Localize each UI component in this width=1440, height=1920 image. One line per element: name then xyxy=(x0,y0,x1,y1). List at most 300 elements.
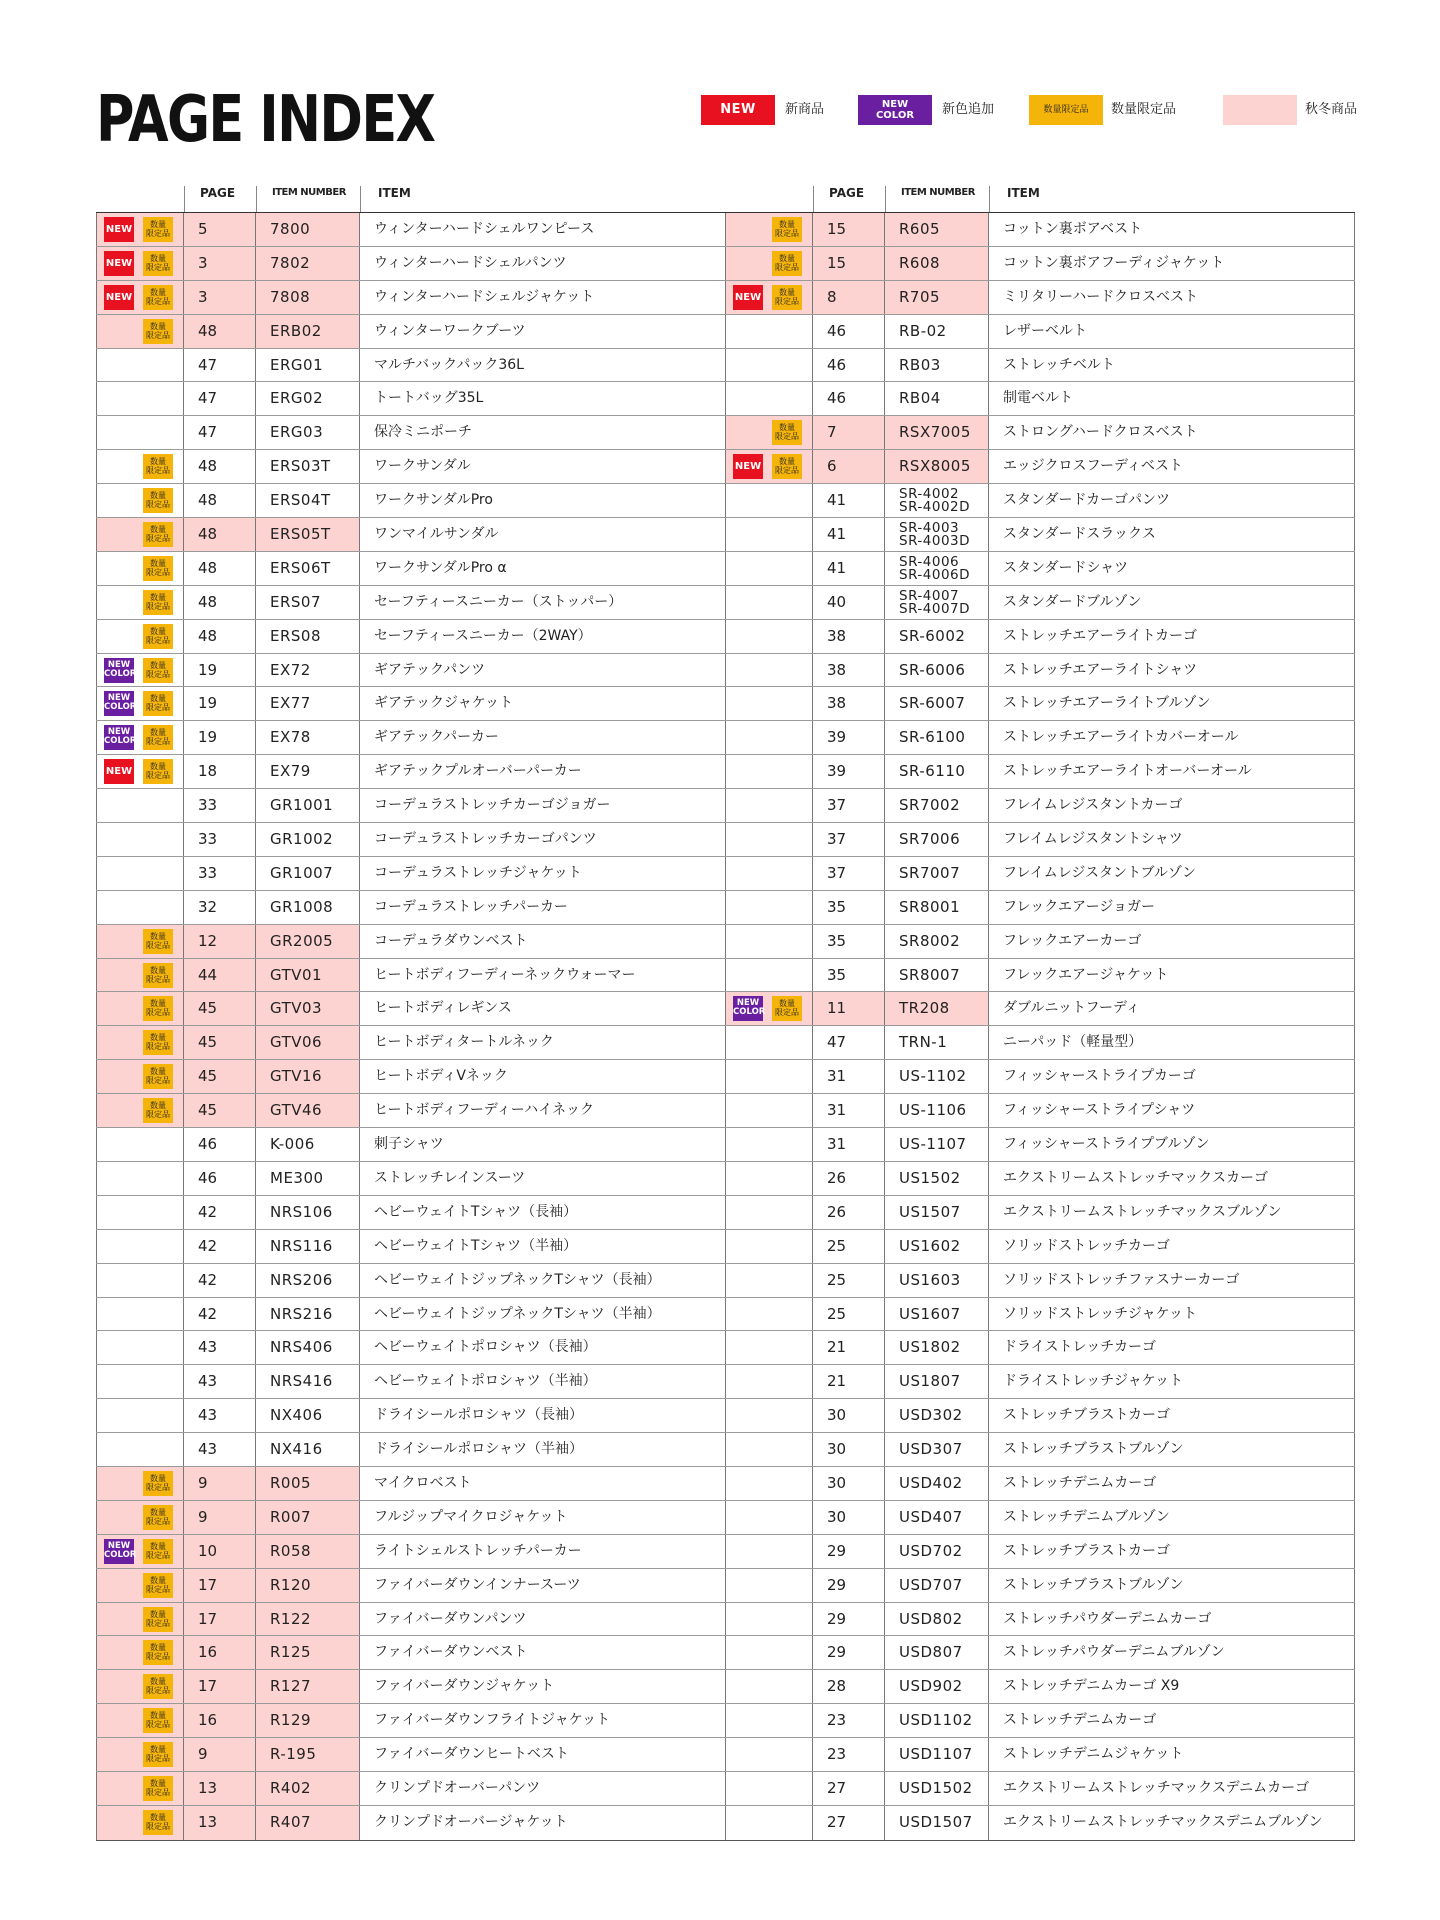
badge-cell xyxy=(725,1738,813,1771)
item-number-text: R-195 xyxy=(270,1745,317,1764)
page-number: 30 xyxy=(813,1433,885,1466)
table-row xyxy=(96,1636,726,1670)
item-name: ソリッドストレッチジャケット xyxy=(989,1298,1355,1331)
item-number-text: GR1007 xyxy=(270,863,334,882)
table-row xyxy=(96,1094,726,1128)
limited-badge xyxy=(143,1708,173,1733)
item-number-text: US-1102 xyxy=(899,1067,967,1086)
item-name: フルジップマイクロジャケット xyxy=(360,1501,726,1534)
new-color-badge-line: COLOR xyxy=(104,702,137,713)
item-number-text: R125 xyxy=(270,1643,312,1662)
table-row xyxy=(725,721,1355,755)
item-number-text: ERS08 xyxy=(270,626,322,645)
item-name: ファイバーダウンベスト xyxy=(360,1636,726,1669)
table-row xyxy=(725,992,1355,1026)
page-title: PAGE INDEX xyxy=(96,83,435,157)
item-number xyxy=(885,484,989,517)
table-row xyxy=(725,687,1355,721)
badge-cell xyxy=(96,1128,184,1161)
item-number xyxy=(885,349,989,382)
table-row xyxy=(96,1060,726,1094)
item-number-text: SR-4003 xyxy=(899,520,960,537)
badge-cell xyxy=(96,450,184,483)
item-number-text: 7800 xyxy=(270,220,311,238)
page-number: 48 xyxy=(184,552,256,585)
limited-badge-line: 限定品 xyxy=(775,296,799,306)
limited-badge-line: 数量 xyxy=(150,1677,166,1687)
page-number: 42 xyxy=(184,1196,256,1229)
page-number: 46 xyxy=(184,1128,256,1161)
item-number-text: R005 xyxy=(270,1473,312,1492)
table-body xyxy=(725,213,1355,1841)
page-number: 9 xyxy=(184,1501,256,1534)
badge-cell xyxy=(96,315,184,348)
header-divider xyxy=(360,186,361,212)
item-name: マルチバックパック36L xyxy=(360,349,726,382)
item-number xyxy=(885,959,989,992)
badge-cell xyxy=(725,315,813,348)
item-number-text: SR-4003D xyxy=(899,533,971,550)
limited-badge xyxy=(143,1098,173,1123)
item-name: ウィンターハードシェルワンピース xyxy=(360,213,726,246)
page-number: 7 xyxy=(813,416,885,449)
page-number: 16 xyxy=(184,1636,256,1669)
item-name: 刺子シャツ xyxy=(360,1128,726,1161)
item-number xyxy=(256,552,360,585)
item-name: ヒートボディフーディーハイネック xyxy=(360,1094,726,1127)
header-divider xyxy=(989,186,990,212)
item-number xyxy=(885,315,989,348)
item-number-text: ERB02 xyxy=(270,321,322,340)
page-number: 25 xyxy=(813,1298,885,1331)
table-row xyxy=(725,654,1355,688)
item-number-text: SR-4002D xyxy=(899,499,971,516)
item-number-text: GR1002 xyxy=(270,830,334,849)
badge-cell xyxy=(725,1060,813,1093)
item-name: ニーパッド（軽量型） xyxy=(989,1026,1355,1059)
new-badge: NEW xyxy=(104,759,134,784)
item-name: ストレッチエアーライトカバーオール xyxy=(989,721,1355,754)
item-number xyxy=(885,1331,989,1364)
item-name: コーデュラダウンベスト xyxy=(360,925,726,958)
item-number-text: US1603 xyxy=(899,1270,961,1289)
limited-badge-line: 数量 xyxy=(150,1609,166,1619)
badge-cell xyxy=(725,891,813,924)
limited-badge-line: 数量 xyxy=(150,287,166,297)
legend-season-label: 秋冬商品 xyxy=(1305,102,1358,117)
limited-badge-line: 数量 xyxy=(150,660,166,670)
item-name: ストレッチブラストブルゾン xyxy=(989,1569,1355,1602)
item-number-text: GR2005 xyxy=(270,931,334,950)
table-row xyxy=(725,213,1355,247)
item-number-text: R007 xyxy=(270,1507,312,1526)
badge-cell xyxy=(96,1772,184,1805)
page-number: 31 xyxy=(813,1128,885,1161)
item-name: ギアテックジャケット xyxy=(360,687,726,720)
page-number: 48 xyxy=(184,484,256,517)
table-row xyxy=(96,620,726,654)
item-number-text: SR-4006 xyxy=(899,553,960,570)
table-row xyxy=(96,1365,726,1399)
table-row xyxy=(725,620,1355,654)
item-number-text: USD1502 xyxy=(899,1778,973,1797)
item-name: ファイバーダウンフライトジャケット xyxy=(360,1704,726,1737)
legend-new-label: 新商品 xyxy=(785,102,825,117)
item-number xyxy=(256,1433,360,1466)
table-row xyxy=(725,823,1355,857)
badge-cell xyxy=(725,1670,813,1703)
item-name: ミリタリーハードクロスベスト xyxy=(989,281,1355,314)
legend xyxy=(0,95,1440,135)
limited-badge-line: 数量 xyxy=(779,220,795,229)
item-number xyxy=(885,1264,989,1297)
table-row xyxy=(725,315,1355,349)
item-number xyxy=(256,450,360,483)
item-number xyxy=(256,1128,360,1161)
badge-cell xyxy=(96,789,184,822)
index-table-left xyxy=(96,182,726,1841)
limited-badge-line: 限定品 xyxy=(775,262,799,272)
limited-badge xyxy=(143,488,173,513)
column-header-item-number: ITEM NUMBER xyxy=(901,187,975,198)
page-number: 13 xyxy=(184,1772,256,1805)
limited-badge xyxy=(143,217,173,242)
badge-cell xyxy=(725,992,813,1025)
table-row xyxy=(725,247,1355,281)
page-number: 46 xyxy=(813,349,885,382)
table-row xyxy=(96,992,726,1026)
item-number-text: K-006 xyxy=(270,1135,315,1154)
page-number: 43 xyxy=(184,1433,256,1466)
page-number: 29 xyxy=(813,1603,885,1636)
badge-cell xyxy=(96,1365,184,1398)
item-number-text: R127 xyxy=(270,1677,312,1696)
item-number xyxy=(885,1738,989,1771)
item-number xyxy=(256,518,360,551)
badge-cell xyxy=(96,959,184,992)
item-name: ダブルニットフーディ xyxy=(989,992,1355,1025)
item-name: フィッシャーストライプカーゴ xyxy=(989,1060,1355,1093)
page-number: 44 xyxy=(184,959,256,992)
table-row xyxy=(96,1162,726,1196)
page-number: 39 xyxy=(813,721,885,754)
limited-badge-line: 限定品 xyxy=(146,567,170,577)
limited-badge xyxy=(143,1539,173,1564)
item-number xyxy=(885,416,989,449)
page-number: 48 xyxy=(184,586,256,619)
table-row xyxy=(725,1636,1355,1670)
badge-cell xyxy=(96,518,184,551)
badge-cell xyxy=(96,1331,184,1364)
limited-badge-line: 数量 xyxy=(150,220,166,229)
limited-badge-line: 限定品 xyxy=(146,1686,170,1696)
badge-cell xyxy=(725,1569,813,1602)
item-number-text: ERG01 xyxy=(270,355,324,374)
table-row xyxy=(725,891,1355,925)
page-number: 42 xyxy=(184,1230,256,1263)
badge-cell xyxy=(725,484,813,517)
item-number-text: 7802 xyxy=(270,253,311,272)
limited-badge xyxy=(143,1064,173,1089)
limited-badge-line: 限定品 xyxy=(146,771,170,781)
item-name: ワークサンダルPro xyxy=(360,484,726,517)
limited-badge xyxy=(143,522,173,547)
item-name: ドライストレッチジャケット xyxy=(989,1365,1355,1398)
badge-cell xyxy=(96,721,184,754)
limited-badge-line: 数量 xyxy=(150,592,166,602)
item-number xyxy=(256,213,360,246)
item-number-text: RB-02 xyxy=(899,321,947,340)
table-row xyxy=(725,1264,1355,1298)
item-number-text: RB04 xyxy=(899,389,941,408)
page-number: 42 xyxy=(184,1264,256,1297)
limited-badge xyxy=(143,1640,173,1665)
item-number-text: USD802 xyxy=(899,1609,963,1628)
header-divider xyxy=(813,186,814,212)
index-table-right xyxy=(725,182,1355,1841)
table-row xyxy=(96,586,726,620)
limited-badge-line: 数量 xyxy=(150,1033,166,1043)
item-name: ストロングハードクロスベスト xyxy=(989,416,1355,449)
item-name: ヒートボディタートルネック xyxy=(360,1026,726,1059)
item-name: ストレッチデニムカーゴ X9 xyxy=(989,1670,1355,1703)
item-number xyxy=(256,281,360,314)
table-row xyxy=(725,1094,1355,1128)
limited-badge-line: 限定品 xyxy=(146,229,170,238)
new-color-badge-line: COLOR xyxy=(104,668,137,679)
item-number-text: NRS416 xyxy=(270,1372,333,1391)
item-name: トートバッグ35L xyxy=(360,382,726,415)
limited-badge xyxy=(143,1573,173,1598)
item-number xyxy=(256,789,360,822)
table-row xyxy=(96,959,726,993)
page-number: 35 xyxy=(813,891,885,924)
new-color-badge-line: NEW xyxy=(107,1540,131,1551)
item-name: コーデュラストレッチジャケット xyxy=(360,857,726,890)
item-name: ストレッチレインスーツ xyxy=(360,1162,726,1195)
table-row xyxy=(725,1298,1355,1332)
item-name: ウィンターハードシェルパンツ xyxy=(360,247,726,280)
item-number-text: SR-4002 xyxy=(899,486,960,503)
table-row xyxy=(725,281,1355,315)
limited-badge-line: 限定品 xyxy=(146,1754,170,1764)
item-number xyxy=(885,789,989,822)
item-number xyxy=(256,1162,360,1195)
limited-badge xyxy=(143,556,173,581)
badge-cell xyxy=(96,1162,184,1195)
badge-cell xyxy=(96,1060,184,1093)
table-row xyxy=(96,1569,726,1603)
table-row xyxy=(96,552,726,586)
table-row xyxy=(96,281,726,315)
limited-badge-line: 数量 xyxy=(150,1745,166,1755)
badge-cell xyxy=(725,959,813,992)
table-row xyxy=(725,1603,1355,1637)
item-number xyxy=(885,518,989,551)
limited-badge-line: 限定品 xyxy=(146,601,170,611)
item-number-text: R122 xyxy=(270,1609,312,1628)
page-number: 47 xyxy=(184,349,256,382)
badge-cell xyxy=(96,687,184,720)
page-number: 18 xyxy=(184,755,256,788)
limited-badge-line: 限定品 xyxy=(775,466,799,476)
page-number: 43 xyxy=(184,1365,256,1398)
item-number xyxy=(885,1230,989,1263)
badge-cell xyxy=(725,721,813,754)
page-number: 15 xyxy=(813,213,885,246)
table-row xyxy=(96,1433,726,1467)
badge-cell xyxy=(96,1196,184,1229)
limited-badge-line: 限定品 xyxy=(146,1482,170,1492)
legend-color-text-1: NEW xyxy=(881,99,909,110)
limited-badge xyxy=(772,251,802,276)
table-row xyxy=(96,1772,726,1806)
table-row xyxy=(725,1365,1355,1399)
badge-cell xyxy=(725,349,813,382)
item-name: ワークサンダルPro α xyxy=(360,552,726,585)
item-number xyxy=(885,755,989,788)
item-name: スタンダードシャツ xyxy=(989,552,1355,585)
badge-cell xyxy=(725,1433,813,1466)
item-name: コーデュラストレッチカーゴパンツ xyxy=(360,823,726,856)
badge-cell xyxy=(725,1535,813,1568)
page-number: 19 xyxy=(184,687,256,720)
item-name: ストレッチデニムジャケット xyxy=(989,1738,1355,1771)
item-number-text: RB03 xyxy=(899,355,941,374)
limited-badge xyxy=(143,996,173,1021)
limited-badge-line: 数量 xyxy=(150,762,166,772)
table-row xyxy=(725,1569,1355,1603)
limited-badge-line: 限定品 xyxy=(146,1618,170,1628)
item-number-text: GR1001 xyxy=(270,796,334,815)
limited-badge-line: 数量 xyxy=(150,965,166,975)
badge-cell xyxy=(96,1399,184,1432)
table-row xyxy=(725,1196,1355,1230)
item-number-text: ERS06T xyxy=(270,558,331,577)
item-name: ファイバーダウンジャケット xyxy=(360,1670,726,1703)
table-row xyxy=(96,1230,726,1264)
table-row xyxy=(96,213,726,247)
new-color-badge xyxy=(733,996,766,1021)
new-color-badge-line: COLOR xyxy=(733,1007,766,1018)
item-number xyxy=(256,687,360,720)
item-name: フレイムレジスタントシャツ xyxy=(989,823,1355,856)
table-row xyxy=(725,925,1355,959)
column-header-page: PAGE xyxy=(200,186,236,200)
item-number-text: R129 xyxy=(270,1711,312,1730)
limited-badge-line: 限定品 xyxy=(146,1042,170,1052)
item-number-text: USD1107 xyxy=(899,1745,973,1764)
item-name: セーフティースニーカー（ストッパー） xyxy=(360,586,726,619)
badge-cell xyxy=(725,416,813,449)
legend-limited-swatch: 数量限定品 xyxy=(1029,95,1103,125)
page-number: 32 xyxy=(184,891,256,924)
item-number xyxy=(256,1026,360,1059)
table-row xyxy=(96,1501,726,1535)
limited-badge-line: 限定品 xyxy=(775,1008,799,1018)
table-row xyxy=(96,1264,726,1298)
limited-badge-line: 限定品 xyxy=(146,669,170,679)
item-number-text: ERS04T xyxy=(270,491,331,510)
badge-cell xyxy=(725,1467,813,1500)
page-number: 12 xyxy=(184,925,256,958)
badge-cell xyxy=(96,620,184,653)
page-number: 3 xyxy=(184,247,256,280)
item-number xyxy=(256,1298,360,1331)
limited-badge-line: 限定品 xyxy=(146,974,170,984)
legend-limited-label: 数量限定品 xyxy=(1111,102,1177,117)
limited-badge-line: 限定品 xyxy=(146,1652,170,1662)
table-row xyxy=(96,755,726,789)
table-row xyxy=(725,484,1355,518)
page-number: 17 xyxy=(184,1569,256,1602)
item-number-text: ERS03T xyxy=(270,457,331,476)
badge-cell xyxy=(96,823,184,856)
table-row xyxy=(96,687,726,721)
item-number xyxy=(885,721,989,754)
limited-badge-line: 限定品 xyxy=(146,1584,170,1594)
limited-badge-line: 限定品 xyxy=(146,466,170,476)
limited-badge-line: 数量 xyxy=(150,321,166,331)
item-number xyxy=(885,687,989,720)
column-header-page: PAGE xyxy=(829,186,865,200)
limited-badge-line: 限定品 xyxy=(146,500,170,510)
item-number-text: NRS216 xyxy=(270,1304,333,1323)
item-number-text: GTV01 xyxy=(270,965,323,984)
item-number xyxy=(885,1196,989,1229)
legend-new-swatch: NEW xyxy=(701,95,775,125)
item-name: ソリッドストレッチファスナーカーゴ xyxy=(989,1264,1355,1297)
limited-badge-line: 数量 xyxy=(150,457,166,467)
page-number: 13 xyxy=(184,1806,256,1840)
limited-badge-line: 数量 xyxy=(150,558,166,568)
item-number-text: USD702 xyxy=(899,1541,963,1560)
limited-badge-line: 数量 xyxy=(150,1067,166,1077)
limited-badge xyxy=(772,285,802,310)
page-number: 35 xyxy=(813,959,885,992)
item-name: 保冷ミニポーチ xyxy=(360,416,726,449)
item-number-text: SR7007 xyxy=(899,863,961,882)
badge-cell xyxy=(725,213,813,246)
table-row xyxy=(96,1704,726,1738)
item-number-text: SR-6100 xyxy=(899,728,966,747)
badge-cell xyxy=(725,1772,813,1805)
table-row xyxy=(725,1162,1355,1196)
item-number-text: USD902 xyxy=(899,1677,963,1696)
badge-cell xyxy=(725,382,813,415)
item-number xyxy=(256,315,360,348)
item-number xyxy=(885,1806,989,1840)
item-name: ストレッチデニムカーゴ xyxy=(989,1467,1355,1500)
item-number-text: NRS406 xyxy=(270,1338,333,1357)
page-number: 29 xyxy=(813,1569,885,1602)
limited-badge xyxy=(772,420,802,445)
item-number-text: TR208 xyxy=(899,999,950,1018)
badge-cell xyxy=(725,281,813,314)
item-number-text: R407 xyxy=(270,1812,312,1831)
badge-cell xyxy=(725,1162,813,1195)
item-name: スタンダードブルゾン xyxy=(989,586,1355,619)
page-number: 15 xyxy=(813,247,885,280)
item-name: フレイムレジスタントカーゴ xyxy=(989,789,1355,822)
limited-badge xyxy=(143,1810,173,1835)
page-number: 38 xyxy=(813,654,885,687)
page-number: 25 xyxy=(813,1264,885,1297)
limited-badge-line: 限定品 xyxy=(146,1720,170,1730)
item-name: ヘビーウェイトジップネックTシャツ（半袖） xyxy=(360,1298,726,1331)
limited-badge-line: 数量 xyxy=(779,999,795,1009)
item-number xyxy=(256,1467,360,1500)
